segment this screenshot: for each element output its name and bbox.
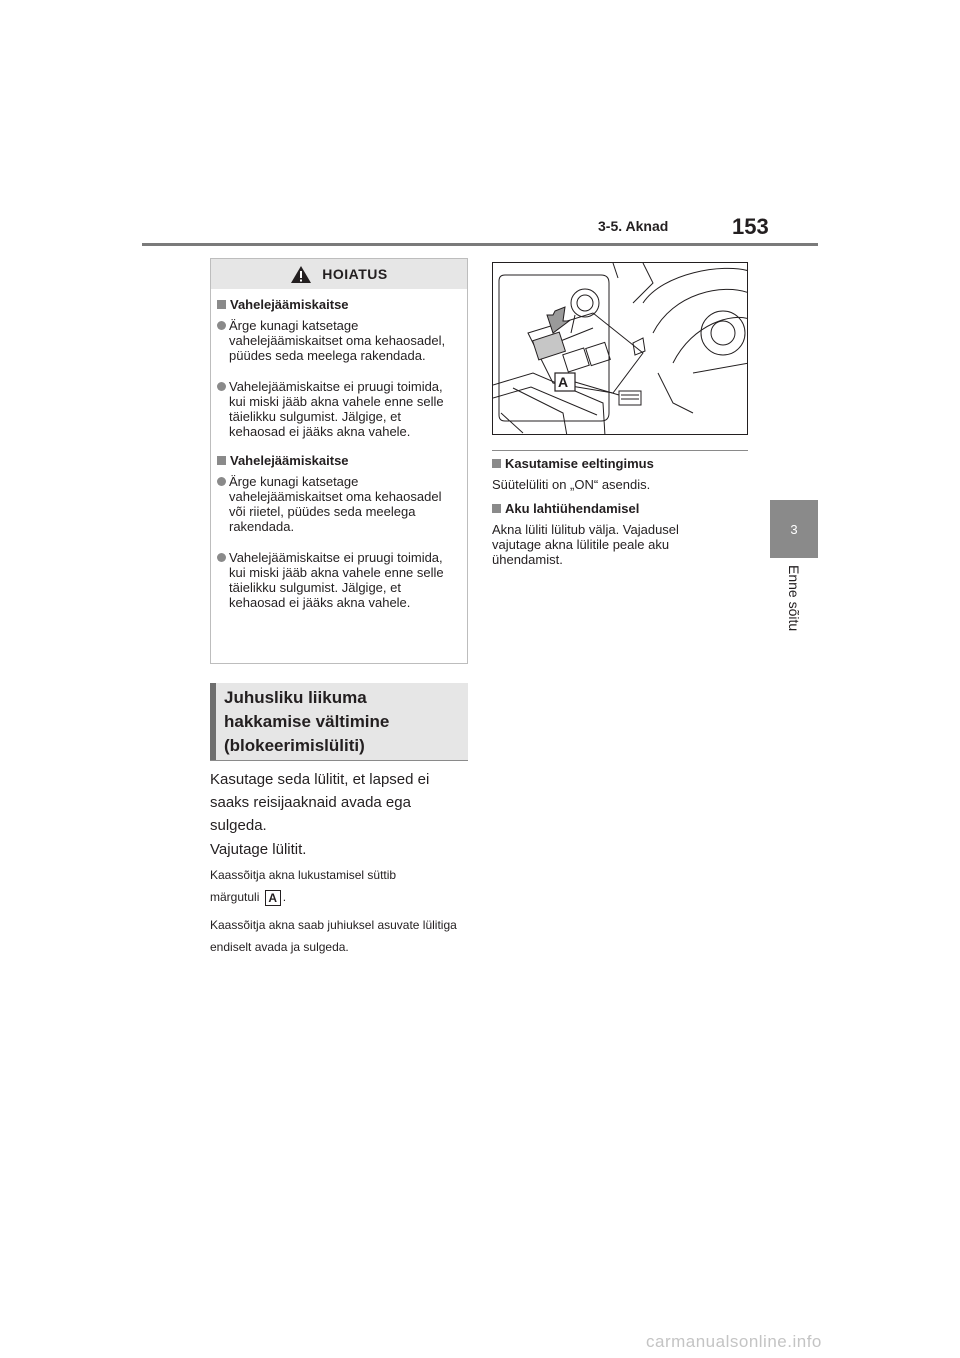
circle-bullet-icon xyxy=(217,321,226,330)
header-rule xyxy=(142,243,818,246)
callout-badge: A xyxy=(265,890,281,906)
section-heading-line: hakkamise vältimine xyxy=(224,712,390,731)
note-indicator-text: Kaassõitja akna lukustamisel süttib märgutuli xyxy=(210,868,397,904)
warning-subheading-text: Vahelejäämiskaitse xyxy=(230,297,349,312)
page-number: 153 xyxy=(732,214,769,239)
section-intro: Kasutage seda lülitit, et lapsed ei saaks reisijaaknaid avada ega sulgeda. xyxy=(210,771,430,834)
section-title: 3-5. Aknad xyxy=(598,218,669,234)
square-bullet-icon xyxy=(217,456,226,465)
section-rule xyxy=(210,760,468,761)
square-bullet-icon xyxy=(217,300,226,309)
section-heading-line: Juhusliku liikuma xyxy=(224,688,367,707)
chapter-label-container xyxy=(774,565,814,655)
warning-bullet xyxy=(217,318,457,363)
circle-bullet-icon xyxy=(217,477,226,486)
warning-bullet-text: Ärge kunagi katsetage vahelejäämiskaitset oma kehaosadel või riietel, püüdes seda meelega rakendada. xyxy=(229,474,442,534)
chapter-tab xyxy=(770,500,818,558)
right-subheading-text: Aku lahtiühendamisel xyxy=(505,501,640,516)
window-lock-switch-illustration xyxy=(492,262,748,435)
right-subheading xyxy=(492,456,654,471)
illustration-callout-label: A xyxy=(558,374,569,390)
section-heading-line: (blokeerimislüliti) xyxy=(224,736,365,755)
warning-bullet-text: Vahelejäämiskaitse ei pruugi toimida, kui miski jääb akna vahele enne selle täielikku sulgumist. Jälgige, et kehaosad ei jääks akna vahele. xyxy=(229,550,444,610)
warning-header xyxy=(211,259,467,289)
circle-bullet-icon xyxy=(217,382,226,391)
circle-bullet-icon xyxy=(217,553,226,562)
chapter-label: Enne sõitu xyxy=(786,565,802,632)
section-instruction: Vajutage lülitit. xyxy=(210,841,307,858)
warning-title: HOIATUS xyxy=(322,266,388,282)
warning-body xyxy=(211,289,467,610)
door-panel-drawing xyxy=(493,263,748,435)
warning-bullet xyxy=(217,379,457,439)
warning-bullet xyxy=(217,474,457,534)
warning-triangle-icon xyxy=(290,265,312,284)
section-heading xyxy=(224,686,389,758)
warning-subheading-text: Vahelejäämiskaitse xyxy=(230,453,349,468)
right-paragraph: Akna lüliti lülitub välja. Vajadusel vajutage akna lülitile peale aku ühendamist. xyxy=(492,522,679,567)
right-rule xyxy=(492,450,748,451)
right-subheading xyxy=(492,501,639,516)
right-paragraph: Süütelüliti on „ON“ asendis. xyxy=(492,477,651,492)
right-subheading-text: Kasutamise eeltingimus xyxy=(505,456,654,471)
footer-watermark: carmanualsonline.info xyxy=(646,1332,822,1351)
warning-bullet xyxy=(217,550,457,610)
square-bullet-icon xyxy=(492,459,501,468)
warning-subheading xyxy=(217,453,457,468)
square-bullet-icon xyxy=(492,504,501,513)
warning-box xyxy=(210,258,468,664)
chapter-number: 3 xyxy=(790,521,798,537)
section-heading-box xyxy=(210,683,468,760)
warning-bullet-text: Ärge kunagi katsetage vahelejäämiskaitset oma kehaosadel, püüdes seda meelega rakendada. xyxy=(229,318,446,363)
note-indicator xyxy=(210,864,446,908)
warning-subheading xyxy=(217,297,457,312)
note-indicator-end: . xyxy=(282,890,287,904)
note-driver-switch: Kaassõitja akna saab juhiuksel asuvate lülitiga endiselt avada ja sulgeda. xyxy=(210,918,457,954)
warning-bullet-text: Vahelejäämiskaitse ei pruugi toimida, kui miski jääb akna vahele enne selle täielikku sulgumist. Jälgige, et kehaosad ei jääks akna vahele. xyxy=(229,379,444,439)
